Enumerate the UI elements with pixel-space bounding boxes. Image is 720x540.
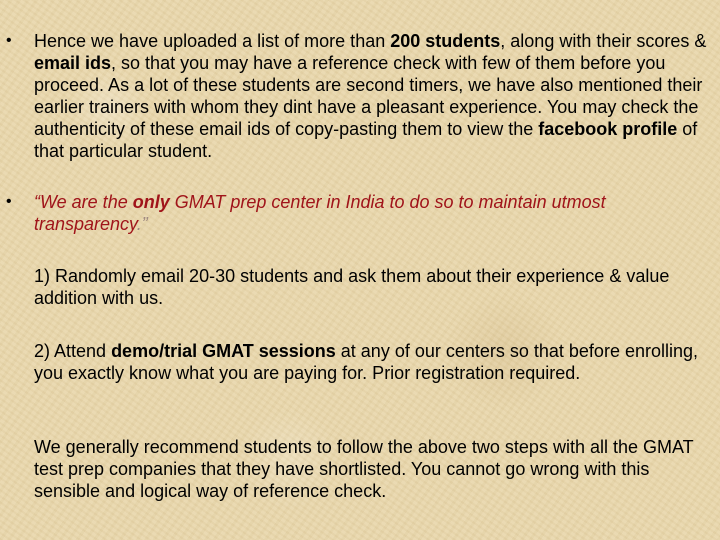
quote-text: “We are the <box>34 192 133 212</box>
strong-students: 200 students <box>390 31 501 51</box>
strong-email-ids: email ids <box>34 53 112 73</box>
quote-text: GMAT prep center in India to do so to maintain utmost transparency <box>34 192 606 234</box>
step-one: 1) Randomly email 20-30 students and ask them about their experience & value addition with us. <box>34 266 670 308</box>
bullet-uploaded-list <box>6 30 710 162</box>
strong-facebook-profile: facebook profile <box>538 119 678 139</box>
text: 2) Attend <box>34 341 112 361</box>
recommendation: We generally recommend students to follow the above two steps with all the GMAT test prep companies that they have shortlisted. You cannot go wrong with this sensible and logical way of reference check. <box>34 437 694 501</box>
text: , so that you may have a reference check with few of them before you proceed. As a lot of these students are second timers, we have also mentioned their earlier trainers with whom they dint have a pleasant experience. You may check the authenticity of these email ids of copy-pasting them to view the <box>34 53 703 139</box>
text: of that particular student. <box>34 119 698 161</box>
step-two <box>34 340 710 384</box>
text: at any of our centers so that before enrolling, you exactly know what you are paying for. Prior registration required. <box>34 341 698 383</box>
quote-close: .” <box>136 214 148 234</box>
quote-strong-only: only <box>132 192 170 212</box>
bullet-mark: • <box>6 32 12 49</box>
text: , along with their scores & <box>500 31 707 51</box>
text: Hence we have uploaded a list of more than <box>34 31 391 51</box>
bullet-quote <box>6 191 710 235</box>
strong-demo-sessions: demo/trial GMAT sessions <box>111 341 336 361</box>
bullet-mark: • <box>6 193 12 210</box>
